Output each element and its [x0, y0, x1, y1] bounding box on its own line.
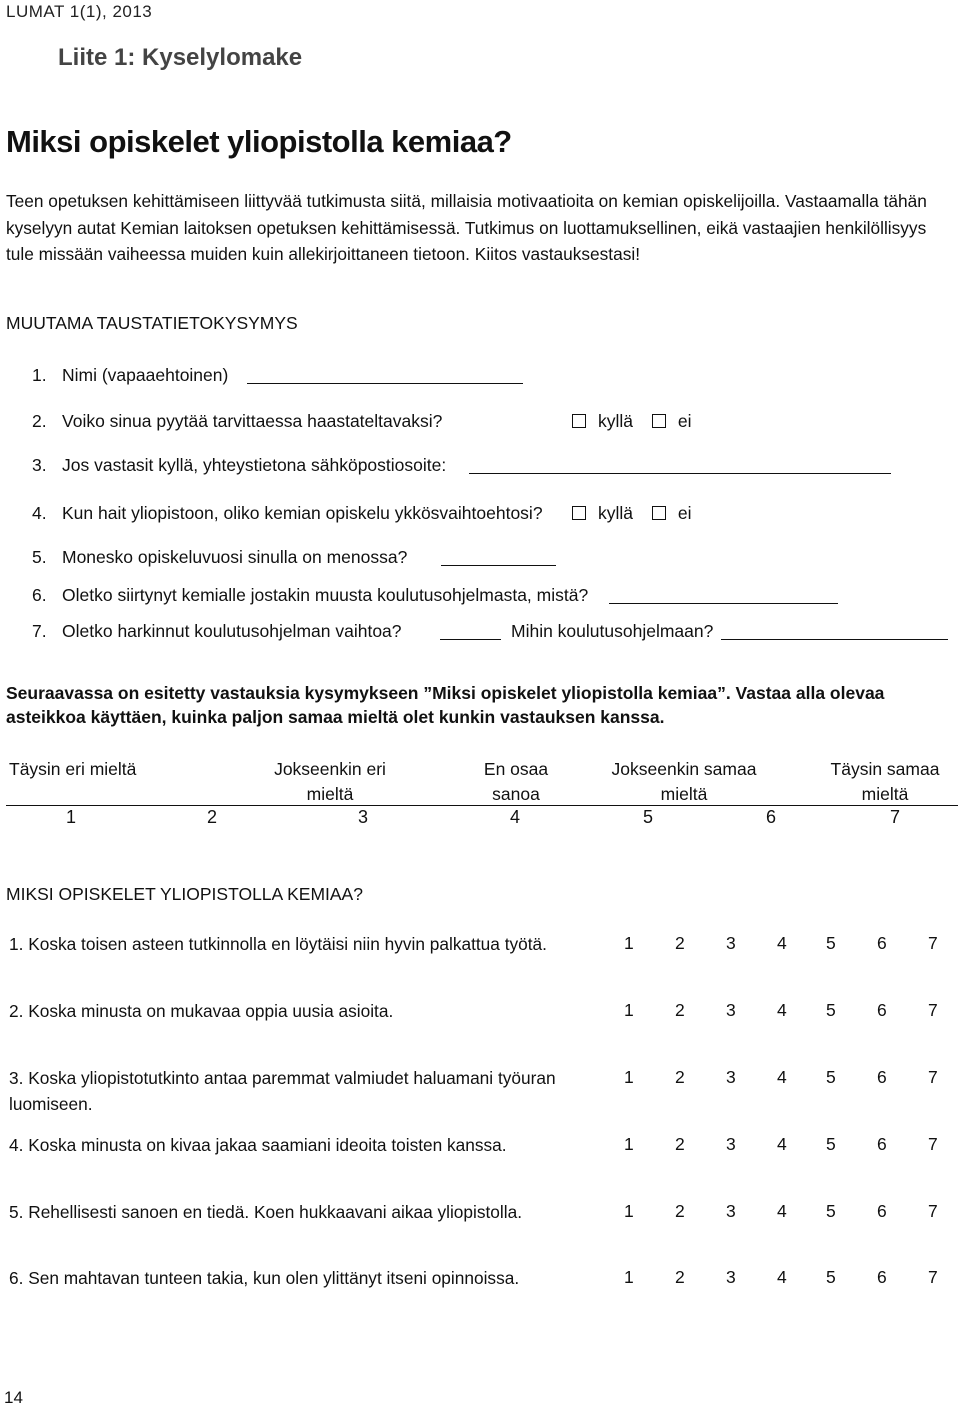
rating-option[interactable]: 4 [777, 1000, 787, 1020]
yes-checkbox[interactable] [572, 414, 586, 428]
program-change-answer-line[interactable] [440, 639, 501, 640]
rating-option[interactable]: 2 [675, 1000, 685, 1020]
rating-option[interactable]: 7 [928, 1067, 938, 1087]
yes-checkbox[interactable] [572, 506, 586, 520]
rating-option[interactable]: 6 [877, 1267, 887, 1287]
no-label: ei [677, 503, 692, 523]
question-text: Nimi (vapaaehtoinen) [62, 365, 229, 385]
question-number: 4. [32, 503, 47, 523]
motivation-item-4: 4. Koska minusta on kivaa jakaa saamiani ideoita toisten kanssa. [9, 1135, 507, 1155]
rating-option[interactable]: 5 [826, 933, 836, 953]
rating-option[interactable]: 4 [777, 1201, 787, 1221]
page-title: Miksi opiskelet yliopistolla kemiaa? [6, 124, 512, 159]
scale-label-text: En osaa [483, 759, 549, 779]
motivation-item-6: 6. Sen mahtavan tunteen takia, kun olen ylittänyt itseni opinnoissa. [9, 1268, 520, 1288]
question-1 [0, 365, 228, 386]
rating-option[interactable]: 1 [624, 1067, 634, 1087]
email-answer-line[interactable] [469, 473, 891, 474]
question-number: 6. [32, 585, 47, 605]
question-4 [0, 503, 543, 524]
question-text: Oletko harkinnut koulutusohjelman vaihtoa? [62, 621, 402, 641]
question-number: 7. [32, 621, 47, 641]
rating-option[interactable]: 2 [675, 1201, 685, 1221]
question-number: 3. [32, 455, 47, 475]
scale-number: 4 [510, 807, 521, 827]
rating-option[interactable]: 5 [826, 1067, 836, 1087]
scale-label-7 [826, 757, 944, 807]
rating-option[interactable]: 3 [726, 1134, 736, 1154]
rating-option[interactable]: 1 [624, 1000, 634, 1020]
question-number: 5. [32, 547, 47, 567]
rating-option[interactable]: 5 [826, 1267, 836, 1287]
question-text: Voiko sinua pyytää tarvittaessa haastateltavaksi? [62, 411, 443, 431]
rating-option[interactable]: 1 [624, 1267, 634, 1287]
scale-label-1: Täysin eri mieltä [9, 759, 137, 779]
no-checkbox[interactable] [652, 414, 666, 428]
scale-label-text: Jokseenkin eri [274, 759, 386, 779]
scale-label-3 [273, 757, 387, 807]
rating-option[interactable]: 3 [726, 1067, 736, 1087]
rating-option[interactable]: 4 [777, 933, 787, 953]
question-5 [0, 547, 407, 568]
rating-option[interactable]: 1 [624, 1201, 634, 1221]
rating-option[interactable]: 3 [726, 933, 736, 953]
instructions-line-1: Seuraavassa on esitetty vastauksia kysymykseen ”Miksi opiskelet yliopistolla kemiaa”. Vastaa alla olevaa [6, 683, 885, 703]
question-7-followup: Mihin koulutusohjelmaan? [511, 621, 714, 641]
scale-number: 5 [643, 807, 654, 827]
rating-option[interactable]: 4 [777, 1134, 787, 1154]
first-choice-options [572, 503, 692, 524]
question-6 [0, 585, 588, 606]
new-program-answer-line[interactable] [721, 639, 948, 640]
rating-option[interactable]: 2 [675, 933, 685, 953]
rating-option[interactable]: 3 [726, 1267, 736, 1287]
scale-label-4 [476, 757, 556, 807]
rating-option[interactable]: 1 [624, 1134, 634, 1154]
question-number: 1. [32, 365, 47, 385]
motivation-item-1: 1. Koska toisen asteen tutkinnolla en löytäisi niin hyvin palkattua työtä. [9, 934, 547, 954]
rating-option[interactable]: 2 [675, 1134, 685, 1154]
rating-option[interactable]: 6 [877, 1134, 887, 1154]
no-checkbox[interactable] [652, 506, 666, 520]
question-text: Monesko opiskeluvuosi sinulla on menossa? [62, 547, 408, 567]
scale-label-text: mieltä [861, 784, 909, 804]
question-3 [0, 455, 446, 476]
appendix-title: Liite 1: Kyselylomake [58, 44, 303, 71]
rating-option[interactable]: 7 [928, 1134, 938, 1154]
motivation-item-5: 5. Rehellisesti sanoen en tiedä. Koen hukkaavani aikaa yliopistolla. [9, 1202, 523, 1222]
question-text: Kun hait yliopistoon, oliko kemian opiskelu ykkösvaihtoehtosi? [62, 503, 543, 523]
instructions-line-2: asteikkoa käyttäen, kuinka paljon samaa mieltä olet kunkin vastauksen kanssa. [6, 707, 665, 727]
rating-option[interactable]: 3 [726, 1000, 736, 1020]
scale-number: 6 [766, 807, 777, 827]
scale-label-text: mieltä [660, 784, 708, 804]
intro-paragraph: Teen opetuksen kehittämiseen liittyvää tutkimusta siitä, millaisia motivaatioita on kemian opiskelijoilla. Vastaamalla tähän kyselyyn autat Kemian laitoksen opetuksen kehittämisessä. Tutkimus on luottamuksellinen, eikä vastaajien henkilöllisyys tule missään vaiheessa muiden kuin allekirjoittaneen tietoon. Kiitos vastauksestasi! [6, 191, 927, 264]
rating-option[interactable]: 6 [877, 1000, 887, 1020]
question-7 [0, 621, 402, 642]
question-text: Jos vastasit kyllä, yhteystietona sähköpostiosoite: [62, 455, 447, 475]
rating-option[interactable]: 7 [928, 1000, 938, 1020]
question-2 [0, 411, 442, 432]
rating-option[interactable]: 2 [675, 1067, 685, 1087]
rating-option[interactable]: 3 [726, 1201, 736, 1221]
rating-option[interactable]: 5 [826, 1201, 836, 1221]
rating-option[interactable]: 5 [826, 1000, 836, 1020]
scale-label-text: Jokseenkin samaa [611, 759, 757, 779]
motivation-item-3-cont: luomiseen. [9, 1094, 93, 1114]
yes-label: kyllä [598, 503, 634, 523]
yes-label: kyllä [598, 411, 634, 431]
scale-label-5 [609, 757, 759, 807]
rating-option[interactable]: 4 [777, 1067, 787, 1087]
rating-option[interactable]: 7 [928, 1201, 938, 1221]
motivation-heading: MIKSI OPISKELET YLIOPISTOLLA KEMIAA? [6, 884, 363, 904]
rating-option[interactable]: 1 [624, 933, 634, 953]
scale-number: 1 [66, 807, 77, 827]
rating-option[interactable]: 5 [826, 1134, 836, 1154]
motivation-item-2: 2. Koska minusta on mukavaa oppia uusia asioita. [9, 1001, 394, 1021]
rating-option[interactable]: 4 [777, 1267, 787, 1287]
previous-program-answer-line[interactable] [609, 603, 838, 604]
name-answer-line[interactable] [247, 383, 523, 384]
question-number: 2. [32, 411, 47, 431]
scale-divider [6, 805, 958, 806]
scale-label-text: Täysin samaa [830, 759, 940, 779]
no-label: ei [677, 411, 692, 431]
scale-label-text: sanoa [492, 784, 540, 804]
background-heading: MUUTAMA TAUSTATIETOKYSYMYS [6, 313, 298, 333]
rating-option[interactable]: 7 [928, 933, 938, 953]
scale-number: 3 [358, 807, 369, 827]
rating-option[interactable]: 7 [928, 1267, 938, 1287]
scale-label-text: mieltä [306, 784, 354, 804]
journal-header: LUMAT 1(1), 2013 [6, 2, 153, 21]
rating-option[interactable]: 6 [877, 1067, 887, 1087]
question-text: Oletko siirtynyt kemialle jostakin muusta koulutusohjelmasta, mistä? [62, 585, 589, 605]
motivation-item-3: 3. Koska yliopistotutkinto antaa paremmat valmiudet haluamani työuran [9, 1068, 556, 1088]
scale-number: 7 [890, 807, 901, 827]
page-number: 14 [4, 1388, 23, 1407]
study-year-answer-line[interactable] [441, 565, 556, 566]
rating-option[interactable]: 6 [877, 933, 887, 953]
rating-option[interactable]: 6 [877, 1201, 887, 1221]
rating-option[interactable]: 2 [675, 1267, 685, 1287]
scale-number: 2 [207, 807, 218, 827]
interview-options [572, 411, 692, 432]
